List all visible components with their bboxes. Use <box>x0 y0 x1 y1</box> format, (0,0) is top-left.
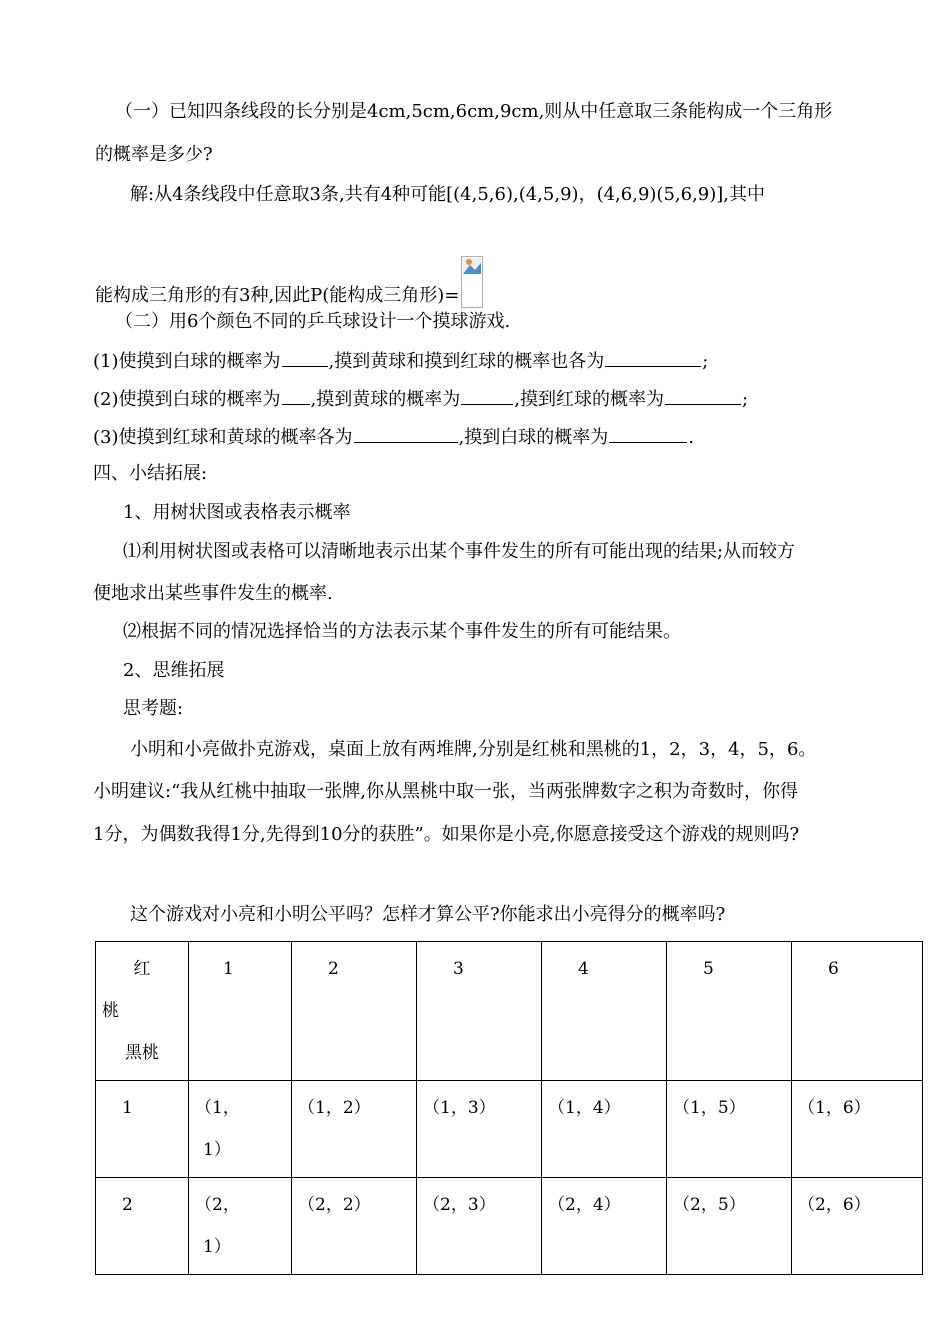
table-cell: （2，5） <box>667 1178 792 1275</box>
cell-line-2: 1） <box>203 1237 231 1257</box>
summary-heading: 四、小结拓展: <box>93 463 208 484</box>
table-cell: （2，6） <box>792 1178 923 1275</box>
table-header-cell: 2 <box>292 942 417 1081</box>
thinking-para-3: 1分，为偶数我得1分,先得到10分的获胜”。如果你是小亮,你愿意接受这个游戏的规则吗? <box>93 824 800 845</box>
cell-line-1: （2， <box>195 1195 240 1215</box>
fairness-question: 这个游戏对小亮和小明公平吗？怎样才算公平?你能求出小亮得分的概率吗? <box>130 904 726 925</box>
answer-blank[interactable] <box>665 386 741 405</box>
q2-text-b: ,摸到黄球的概率为 <box>310 389 461 410</box>
table-row <box>96 1178 923 1275</box>
table-cell: （2，3） <box>417 1178 542 1275</box>
q3-text-b: ,摸到白球的概率为 <box>458 427 609 448</box>
answer-blank[interactable] <box>605 348 701 367</box>
table-cell: （1，6） <box>792 1081 923 1178</box>
table-cell: （1，3） <box>417 1081 542 1178</box>
outcome-table <box>95 941 923 1275</box>
summary-item-3: 2、思维拓展 <box>123 660 225 681</box>
answer-blank[interactable] <box>282 386 310 405</box>
problem1-line1: （一）已知四条线段的长分别是4cm,5cm,6cm,9cm,则从中任意取三条能构成一个三角形 <box>115 101 833 122</box>
problem1-line2: 的概率是多少? <box>95 144 213 165</box>
table-cell: （1，5） <box>667 1081 792 1178</box>
cell-line-1: （1， <box>195 1098 240 1118</box>
thinking-para-1: 小明和小亮做扑克游戏，桌面上放有两堆牌,分别是红桃和黑桃的1，2，3，4，5，6。 <box>130 739 817 760</box>
q1-text-b: ,摸到黄球和摸到红球的概率也各为 <box>328 351 605 372</box>
broken-image-icon <box>461 256 483 308</box>
summary-item-2: ⑵根据不同的情况选择恰当的方法表示某个事件发生的所有可能结果。 <box>123 621 681 642</box>
thinking-question-label: 思考题: <box>123 698 184 719</box>
corner-label-red: 红 <box>133 959 151 979</box>
q1-text-a: (1)使摸到白球的概率为 <box>93 351 281 372</box>
table-cell: （1，4） <box>542 1081 667 1178</box>
table-header-row <box>96 942 923 1081</box>
cell-line-2: 1） <box>203 1140 231 1160</box>
row-label-cell: 1 <box>96 1081 189 1178</box>
table-header-cell: 5 <box>667 942 792 1081</box>
q2-text-d: ; <box>741 389 749 410</box>
question-3 <box>93 424 694 450</box>
table-header-cell: 1 <box>189 942 292 1081</box>
problem2-title: （二）用6个颜色不同的乒乓球设计一个摸球游戏. <box>115 311 511 332</box>
table-header-cell: 6 <box>792 942 923 1081</box>
table-cell: （2，2） <box>292 1178 417 1275</box>
thinking-para-2: 小明建议:“我从红桃中抽取一张牌,你从黑桃中取一张，当两张牌数字之积为奇数时，你得 <box>93 781 798 802</box>
summary-item-1: 1、用树状图或表格表示概率 <box>123 502 351 523</box>
table-cell <box>189 1178 292 1275</box>
solution-text: 能构成三角形的有3种,因此P(能构成三角形)= <box>95 285 460 306</box>
answer-blank[interactable] <box>461 386 513 405</box>
table-row <box>96 1081 923 1178</box>
summary-item-1b: 便地求出某些事件发生的概率. <box>93 583 333 604</box>
table-cell <box>189 1081 292 1178</box>
q3-text-a: (3)使摸到红球和黄球的概率各为 <box>93 427 353 448</box>
q2-text-c: ,摸到红球的概率为 <box>514 389 664 410</box>
corner-label-peach: 桃 <box>102 1001 119 1021</box>
question-2 <box>93 386 748 412</box>
table-header-cell: 3 <box>417 942 542 1081</box>
row-label-cell: 2 <box>96 1178 189 1275</box>
q2-text-a: (2)使摸到白球的概率为 <box>93 389 281 410</box>
answer-blank[interactable] <box>609 424 687 443</box>
table-cell: （2，4） <box>542 1178 667 1275</box>
table-corner-cell <box>96 942 189 1081</box>
summary-item-1a: ⑴利用树状图或表格可以清晰地表示出某个事件发生的所有可能出现的结果;从而较方 <box>123 541 796 562</box>
solution-line1: 解:从4条线段中任意取3条,共有4种可能[(4,5,6),(4,5,9)，(4,6,9)(5,6,9)],其中 <box>130 184 766 205</box>
q1-text-c: ; <box>702 351 709 372</box>
solution-line2 <box>95 256 483 308</box>
answer-blank[interactable] <box>354 424 458 443</box>
corner-label-black: 黑桃 <box>125 1043 159 1063</box>
q3-text-c: . <box>688 427 694 448</box>
table-header-cell: 4 <box>542 942 667 1081</box>
question-1 <box>93 348 708 374</box>
answer-blank[interactable] <box>282 348 328 367</box>
table-cell: （1，2） <box>292 1081 417 1178</box>
